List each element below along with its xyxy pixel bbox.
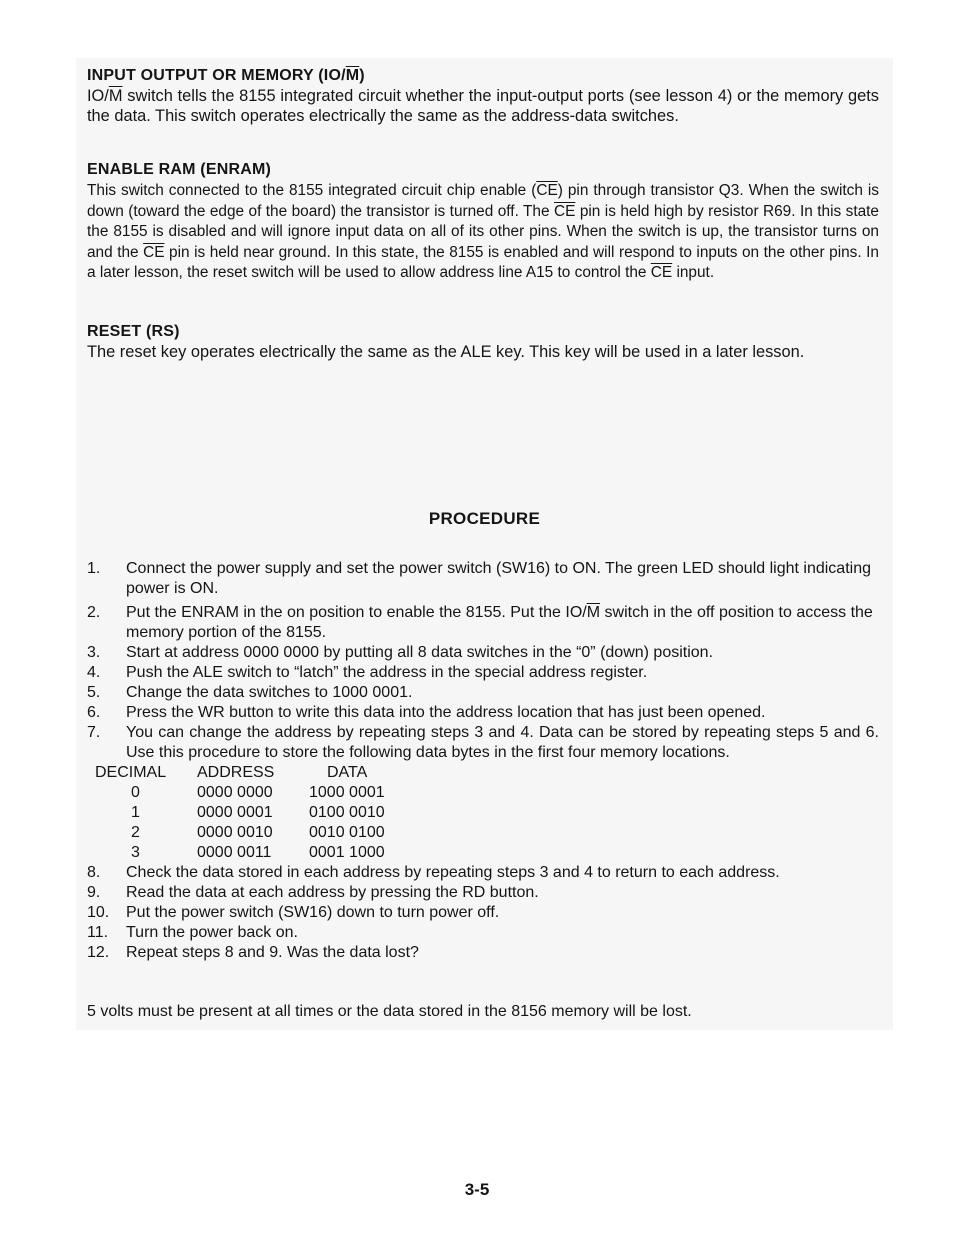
procedure-steps xyxy=(87,559,879,963)
step-number: 11. xyxy=(87,924,109,941)
table-cell: 1 xyxy=(131,804,140,821)
enram-text-3: pin is held high by resistor R69. In this state the 8155 is disabled and will ignore input data on all of its other pins. When the switch is up, the transistor turns on and the xyxy=(87,202,879,261)
section-io-m xyxy=(87,65,879,126)
section-body-io-m xyxy=(87,86,879,126)
section-title-enram: ENABLE RAM (ENRAM) xyxy=(87,161,272,178)
page-number: 3-5 xyxy=(464,1180,490,1199)
step-text: Put the ENRAM in the on position to enable the 8155. Put the IO/ xyxy=(126,604,587,621)
step-text: Repeat steps 8 and 9. Was the data lost? xyxy=(126,944,419,961)
step-number: 6. xyxy=(87,704,101,721)
enram-text-5: input. xyxy=(672,264,715,282)
section-title-reset: RESET (RS) xyxy=(87,323,180,340)
enram-text-2: ) pin through transistor Q3. When the switch is down (toward the edge of the board) the transistor is turned off. The xyxy=(87,182,879,220)
list-item xyxy=(87,863,879,883)
step-number: 4. xyxy=(87,664,101,681)
step-number: 10. xyxy=(87,904,110,921)
step-text: You can change the address by repeating steps 3 and 4. Data can be stored by repeating steps 5 and 6. Use this procedure to store the following data bytes in the first four memory locations. xyxy=(126,724,879,761)
column-header: DECIMAL xyxy=(95,764,167,781)
enram-text-1: This switch connected to the 8155 integrated circuit chip enable ( xyxy=(87,182,537,199)
table-row xyxy=(95,783,385,803)
body-prefix: IO/ xyxy=(87,87,109,105)
column-header: ADDRESS xyxy=(197,764,275,781)
enram-text-4: pin is held near ground. In this state, the 8155 is enabled and will respond to inputs on the other pins. In a later lesson, the reset switch will be used to allow address line A15 to control the xyxy=(87,243,879,282)
table-row xyxy=(95,803,385,823)
step-text: Put the power switch (SW16) down to turn power off. xyxy=(126,904,500,921)
step-text: Start at address 0000 0000 by putting all 8 data switches in the “0” (down) position. xyxy=(126,644,714,661)
section-title-io-m xyxy=(87,65,879,86)
table-cell: 2 xyxy=(131,824,140,841)
title-overline: $\overline{M}$ xyxy=(345,67,360,84)
step-number: 9. xyxy=(87,884,101,901)
step-number: 1. xyxy=(87,560,101,577)
table-cell: 0000 0000 xyxy=(197,784,273,801)
step-text: Turn the power back on. xyxy=(126,924,298,941)
table-cell: 0001 1000 xyxy=(309,844,385,861)
section-enram xyxy=(87,159,879,284)
list-item xyxy=(87,603,879,643)
table-cell: 0010 0100 xyxy=(309,824,385,841)
table-cell: 0100 0010 xyxy=(309,804,385,821)
step-text: Read the data at each address by pressing the RD button. xyxy=(126,884,539,901)
table-cell: 0000 0001 xyxy=(197,804,273,821)
ce-overline: $\overline{CE}$ xyxy=(553,202,576,220)
list-item xyxy=(87,923,879,943)
table-row xyxy=(95,823,385,843)
table-cell: 0000 0010 xyxy=(197,824,273,841)
ce-overline: $\overline{CE}$ xyxy=(650,264,673,282)
step-text: Connect the power supply and set the power switch (SW16) to ON. The green LED should light indicating power is ON. xyxy=(126,560,871,597)
step-number: 8. xyxy=(87,864,101,881)
step-text: Check the data stored in each address by repeating steps 3 and 4 to return to each address. xyxy=(126,864,780,881)
step-number: 7. xyxy=(87,724,101,741)
list-item xyxy=(87,663,879,683)
section-body-enram xyxy=(87,181,879,284)
data-table xyxy=(95,763,385,863)
section-reset xyxy=(87,321,879,362)
body-rest: switch tells the 8155 integrated circuit whether the input-output ports (see lesson 4) or the memory gets the data. This switch operates electrically the same as the address-data switches. xyxy=(87,87,879,125)
body-overline: $\overline{M}$ xyxy=(108,87,123,105)
step-number: 12. xyxy=(87,944,110,961)
list-item xyxy=(87,643,879,663)
table-row xyxy=(95,843,385,863)
list-item xyxy=(87,883,879,903)
list-item xyxy=(87,943,879,963)
step-number: 5. xyxy=(87,684,101,701)
step-number: 3. xyxy=(87,644,101,661)
table-cell: 0000 0011 xyxy=(197,844,272,861)
column-header: DATA xyxy=(327,764,368,781)
list-item xyxy=(87,903,879,923)
list-item xyxy=(87,559,879,599)
step-text: Press the WR button to write this data into the address location that has just been opened. xyxy=(126,704,766,721)
procedure-note: 5 volts must be present at all times or the data stored in the 8156 memory will be lost. xyxy=(87,1003,692,1020)
procedure-title: PROCEDURE xyxy=(428,509,541,528)
title-suffix: ) xyxy=(359,67,365,84)
section-body-reset: The reset key operates electrically the same as the ALE key. This key will be used in a later lesson. xyxy=(87,343,805,361)
step-number: 2. xyxy=(87,604,101,621)
step-text: switch in the off position to access the memory portion of the 8155. xyxy=(126,604,873,641)
list-item xyxy=(87,723,879,763)
step-overline: $\overline{M}$ xyxy=(586,604,601,621)
step-text: Change the data switches to 1000 0001. xyxy=(126,684,413,701)
ce-overline: $\overline{CE}$ xyxy=(143,243,165,261)
table-cell: 3 xyxy=(131,844,140,861)
title-prefix: INPUT OUTPUT OR MEMORY (IO/ xyxy=(87,67,346,84)
step-text: Push the ALE switch to “latch” the address in the special address register. xyxy=(126,664,648,681)
table-header-row xyxy=(95,763,385,783)
list-item xyxy=(87,703,879,723)
ce-overline: $\overline{CE}$ xyxy=(536,182,558,199)
table-cell: 1000 0001 xyxy=(309,784,385,801)
list-item xyxy=(87,683,879,703)
table-cell: 0 xyxy=(131,784,140,801)
